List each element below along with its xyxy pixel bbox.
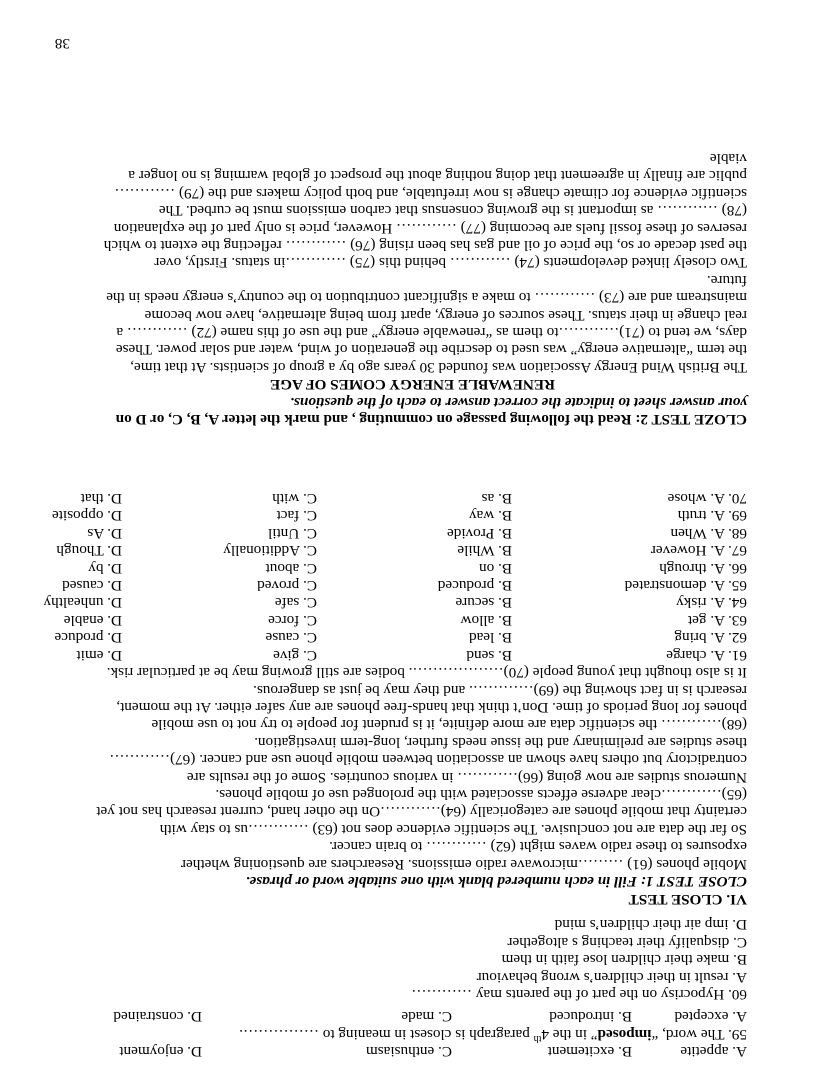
option-b: B. make their children lose faith in them xyxy=(501,951,747,969)
option-c: C. about xyxy=(265,559,317,577)
question-59 xyxy=(113,1008,747,1060)
passage-line: the term “alternative energy” was used to describe the generation of wind, water and solar power. These xyxy=(115,341,747,359)
option-a: 69. A. truth xyxy=(677,507,747,525)
passage-line: reserves of these fossil fuels are becoming (77) ………… However, price is only part of the explanation xyxy=(113,219,747,237)
option-b: B. as xyxy=(481,490,512,508)
option-d: D. unhealthy xyxy=(43,594,122,612)
options-row xyxy=(44,577,747,594)
question-60-stem: 60. Hypocrisy on the part of the parents may ………… xyxy=(411,986,747,1003)
passage-line: research is in fact showing the (69)…………. and they may be just as dangerous. xyxy=(253,681,747,699)
option-a: A. excepted xyxy=(674,1008,747,1026)
option-c: C. with xyxy=(272,490,317,508)
question-59-stem: 59. The word, “imposed” in the 4th paragraph is closest in meaning to ……………. xyxy=(239,1025,747,1044)
option-c: C. safe xyxy=(274,594,317,612)
option-c: C. cause xyxy=(265,629,317,647)
passage-line: future. xyxy=(706,271,747,289)
option-b: B. While xyxy=(457,542,512,560)
options-row xyxy=(44,559,747,576)
option-a: 63. A. get xyxy=(687,611,747,629)
option-c: C. disqualify their teaching s altogether xyxy=(507,933,747,951)
option-c: C. Until xyxy=(268,524,317,542)
page-number: 38 xyxy=(54,35,70,52)
options-row xyxy=(44,490,747,507)
options-row xyxy=(44,646,747,663)
options-row xyxy=(44,507,747,524)
passage-line: (65)…………clear adverse effects associated with the prolonged use of mobile phones. xyxy=(215,785,747,803)
passage-line: exposures to these radio waves might (62) ………… to brain cancer. xyxy=(329,838,747,856)
passage-line: phones for long periods of time. Don’t think that hands-free phones are any safer either. At the moment, xyxy=(116,698,747,716)
option-a: 61. A. charge xyxy=(666,646,747,664)
cloze-1-heading: CLOSE TEST 1: Fill in each numbered blank with one suitable word or phrase. xyxy=(245,873,747,890)
option-b: B. allow xyxy=(460,611,512,629)
cloze-test-2 xyxy=(78,150,747,429)
options-row xyxy=(44,629,747,646)
q58-options xyxy=(113,1043,747,1060)
option-a: 62. A. bring xyxy=(674,629,747,647)
passage-line: days, we tend to (71)…………to them as “renewable energy” and the use of this name (72) ………… a xyxy=(116,323,747,341)
cloze-test-1 xyxy=(44,490,747,890)
option-b: B. send xyxy=(466,646,512,664)
cloze-1-options xyxy=(44,490,747,664)
question-59-options xyxy=(113,1008,747,1025)
option-d: D. enable xyxy=(63,611,122,629)
passage-line: So far the data are not conclusive. The scientific evidence does not (63) …………us to stay with xyxy=(159,820,747,838)
option-b: B. on xyxy=(479,559,512,577)
cloze-1-passage xyxy=(44,664,747,873)
option-c: C. give xyxy=(273,646,317,664)
option-a: 68. A. When xyxy=(670,524,747,542)
option-a: 70. A. whose xyxy=(667,490,747,508)
passage-line: mainstream and are (73) ………… to make a significant contribution to the country’s energy needs in the xyxy=(106,289,747,307)
passage-line: real change in their status. These sources of energy, apart from being alternative, have now become xyxy=(144,306,747,324)
option-b: B. lead xyxy=(468,629,512,647)
option-d: D. constrained xyxy=(113,1008,202,1026)
option-d: D. by xyxy=(88,559,122,577)
passage-line: the past decade or so, the price of oil and gas has been rising (76) ………… reflecting the extent to which xyxy=(103,236,747,254)
options-row xyxy=(44,612,747,629)
option-a: A. appetite xyxy=(680,1043,747,1060)
option-a: 67. A. However xyxy=(650,542,747,560)
options-row xyxy=(44,542,747,559)
option-d: D. opposite xyxy=(51,507,122,525)
passage-line: (68)………… the scientific data are more definite, it is prudent for people to try not to use mobile xyxy=(151,716,747,734)
option-d: D. that xyxy=(80,490,122,508)
passage-line: Mobile phones (61) ………microwave radio emissions. Researchers are questioning whether xyxy=(180,855,747,873)
passage-line: (78) ………… as important is the growing consensus that carbon emissions must be curbed. The xyxy=(158,202,747,220)
option-b: B. produced xyxy=(437,577,512,595)
passage-line: The British Wind Energy Association was founded 30 years ago by a group of scientists. At that time, xyxy=(130,358,747,376)
option-d: D. enjoyment xyxy=(119,1043,202,1060)
option-d: D. As xyxy=(87,524,122,542)
passage-line: Two closely linked developments (74) ………… behind this (75) …………in status. Firstly, over xyxy=(154,254,747,272)
passage-line: It is also thought that young people (70)………………. bodies are still growing may be at particular risk. xyxy=(106,664,747,682)
passage-line: contradictory but others have shown an association between mobile phone use and cancer. (67)………… xyxy=(109,751,747,769)
passage-line: viable xyxy=(709,149,747,167)
option-a: A. result in their children’s wrong behaviour xyxy=(476,968,747,986)
section-title: VI. CLOSE TEST xyxy=(628,891,747,908)
options-row xyxy=(44,594,747,611)
passage-line: certainty that mobile phones are categorically (64)…………On the other hand, current research has not yet xyxy=(96,803,747,821)
option-c: C. proved xyxy=(257,577,317,595)
option-a: 66. A. through xyxy=(659,559,747,577)
passage-line: scientific evidence for climate change is now irrefutable, and both policy makers and the (79) ………… xyxy=(114,184,747,202)
passage-line: these studies are preliminary and the issue needs further, long-term investigation. xyxy=(254,733,747,751)
cloze-2-passage xyxy=(78,150,747,376)
option-d: D. produce xyxy=(54,629,122,647)
option-b: B. excitement xyxy=(547,1043,632,1060)
option-a: 65. A. demonstrated xyxy=(624,577,747,595)
cloze-2-heading-cont: your answer sheet to indicate the correct answer to each of the questions. xyxy=(290,393,747,411)
question-60 xyxy=(411,916,747,1003)
passage-title: RENEWABLE ENERGY COMES OF AGE xyxy=(270,376,555,394)
option-b: B. Provide xyxy=(447,524,512,542)
option-c: C. Additionally xyxy=(223,542,317,560)
cloze-2-heading: CLOZE TEST 2: Read the following passage on commuting , and mark the letter A, B, C, or D on xyxy=(115,411,747,428)
option-d: D. imp air their children’s mind xyxy=(554,916,747,934)
option-d: D. emit xyxy=(76,646,122,664)
option-c: C. enthusiasm xyxy=(365,1043,452,1060)
option-b: B. way xyxy=(468,507,512,525)
option-c: C. made xyxy=(401,1008,452,1026)
option-c: C. fact xyxy=(276,507,317,525)
option-c: C. force xyxy=(268,611,317,629)
option-d: D. Though xyxy=(56,542,122,560)
option-b: B. secure xyxy=(455,594,512,612)
passage-line: Numerous studies are now going (66)………… in various countries. Some of the results are xyxy=(186,768,747,786)
options-row xyxy=(44,524,747,541)
passage-line: public are finally in agreement that doing nothing about the prospect of global warming is no longer a xyxy=(128,167,747,185)
option-d: D. caused xyxy=(62,577,122,595)
option-b: B. introduced xyxy=(549,1008,632,1026)
option-a: 64. A. risky xyxy=(676,594,747,612)
